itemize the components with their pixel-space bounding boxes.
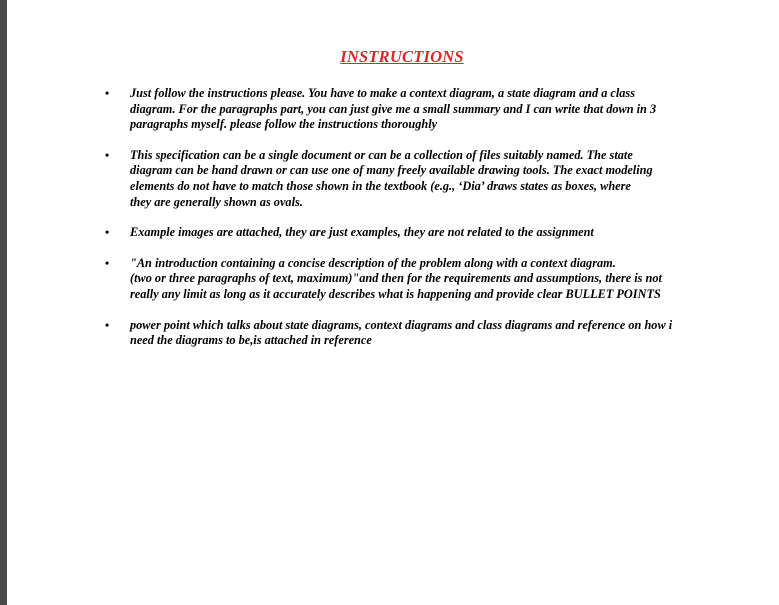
bullet-icon: • xyxy=(105,225,110,240)
list-item xyxy=(103,225,723,241)
text-line: This specification can be a single document or can be a collection of files suitably named. The state xyxy=(130,147,633,162)
bullet-icon: • xyxy=(105,86,110,100)
text-line: "An introduction containing a concise description of the problem along with a context diagram. xyxy=(130,255,616,270)
text-line: they are generally shown as ovals. xyxy=(130,194,303,209)
bullet-icon: • xyxy=(105,317,110,332)
text-line: diagram can be hand drawn or can use one of many freely available drawing tools. The exact modeling xyxy=(130,163,653,178)
bullet-icon: • xyxy=(105,255,110,270)
text-line: need the diagrams to be,is attached in reference xyxy=(130,333,372,348)
text-line: really any limit as long as it accurately describes what is happening and provide clear BULLET POINTS xyxy=(130,286,661,301)
instruction-list xyxy=(103,86,723,364)
text-line: (two or three paragraphs of text, maximum)"and then for the requirements and assumptions, there is not xyxy=(130,271,662,286)
text-line: paragraphs myself. please follow the instructions thoroughly xyxy=(130,117,438,132)
text-line: Just follow the instructions please. You have to make a context diagram, a state diagram and a class xyxy=(130,86,636,100)
text-line: power point which talks about state diagrams, context diagrams and class diagrams and reference on how i xyxy=(130,317,673,332)
window-left-edge xyxy=(0,0,7,605)
list-item xyxy=(103,256,723,303)
document-page xyxy=(7,0,779,605)
text-line: diagram. For the paragraphs part, you can just give me a small summary and I can write that down in 3 xyxy=(130,101,657,116)
text-line: elements do not have to match those shown in the textbook (e.g., ‘Dia’ draws states as boxes, where xyxy=(130,178,631,193)
document-title: INSTRUCTIONS xyxy=(340,47,464,66)
list-item xyxy=(103,148,723,210)
text-line: Example images are attached, they are just examples, they are not related to the assignment xyxy=(130,225,594,240)
bullet-icon: • xyxy=(105,147,110,162)
list-item xyxy=(103,86,723,133)
list-item xyxy=(103,318,723,349)
